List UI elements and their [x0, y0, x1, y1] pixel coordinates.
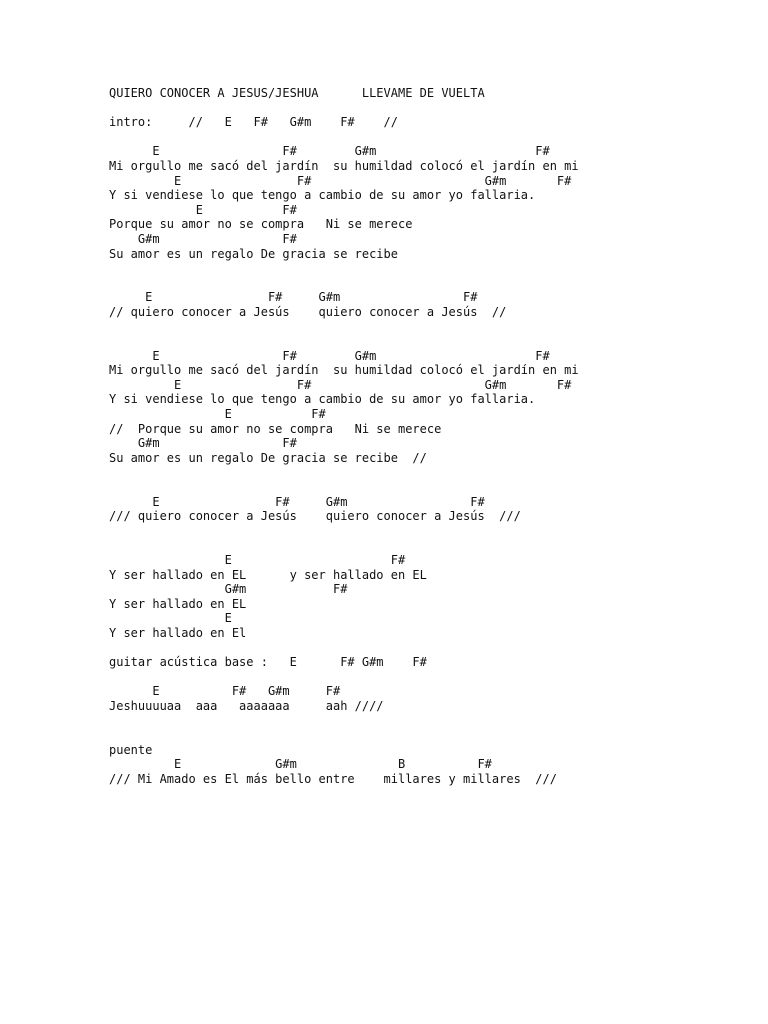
text-line: Mi orgullo me sacó del jardín su humildad colocó el jardín en mi [109, 158, 579, 173]
text-line: E F# G#m F# [109, 173, 572, 188]
text-line: E F# G#m F# [109, 684, 341, 699]
blank-line [109, 728, 579, 743]
blank-line [109, 276, 579, 291]
text-line: G#m F# [109, 231, 297, 246]
blank-line [109, 480, 579, 495]
blank-line [109, 334, 579, 349]
text-line: E F# G#m F# [109, 348, 550, 363]
text-line: intro: // E F# G#m F# // [109, 115, 398, 130]
blank-line [109, 465, 579, 480]
text-line: E [109, 611, 232, 626]
text-line: Y si vendiese lo que tengo a cambio de su amor yo fallaria. [109, 188, 536, 203]
blank-line [109, 320, 579, 335]
text-line: // quiero conocer a Jesús quiero conocer a Jesús // [109, 304, 507, 319]
blank-line [109, 670, 579, 685]
text-line: Y si vendiese lo que tengo a cambio de su amor yo fallaria. [109, 392, 536, 407]
text-line: E F# G#m F# [109, 144, 550, 159]
blank-line [109, 538, 579, 553]
text-line: Su amor es un regalo De gracia se recibe // [109, 450, 427, 465]
text-line: QUIERO CONOCER A JESUS/JESHUA LLEVAME DE VUELTA [109, 86, 485, 100]
chord-sheet [109, 86, 579, 787]
text-line: guitar acústica base : E F# G#m F# [109, 655, 427, 670]
text-line: Porque su amor no se compra Ni se merece [109, 217, 413, 232]
text-line: E F# [109, 202, 297, 217]
text-line: Su amor es un regalo De gracia se recibe [109, 246, 398, 261]
text-line: E F# [109, 553, 406, 567]
text-line: E F# [109, 407, 326, 422]
text-line: E F# G#m F# [109, 494, 485, 509]
text-line: E G#m B F# [109, 757, 492, 772]
text-line: E F# G#m F# [109, 377, 572, 392]
text-line: /// Mi Amado es El más bello entre millares y millares /// [109, 771, 557, 786]
text-line: Y ser hallado en EL y ser hallado en EL [109, 567, 427, 582]
blank-line [109, 101, 579, 116]
blank-line [109, 641, 579, 656]
blank-line [109, 714, 579, 729]
text-line: /// quiero conocer a Jesús quiero conocer a Jesús /// [109, 509, 521, 524]
text-line: G#m F# [109, 436, 297, 451]
blank-line [109, 130, 579, 145]
text-line: E F# G#m F# [109, 290, 478, 305]
blank-line [109, 524, 579, 539]
text-line: Jeshuuuuaa aaa aaaaaaa aah //// [109, 698, 384, 713]
text-line: puente [109, 742, 153, 757]
blank-line [109, 261, 579, 276]
text-line: Mi orgullo me sacó del jardín su humildad colocó el jardín en mi [109, 363, 579, 378]
text-line: G#m F# [109, 582, 348, 597]
text-line: Y ser hallado en El [109, 625, 247, 640]
text-line: // Porque su amor no se compra Ni se merece [109, 421, 442, 436]
text-line: Y ser hallado en EL [109, 596, 247, 611]
